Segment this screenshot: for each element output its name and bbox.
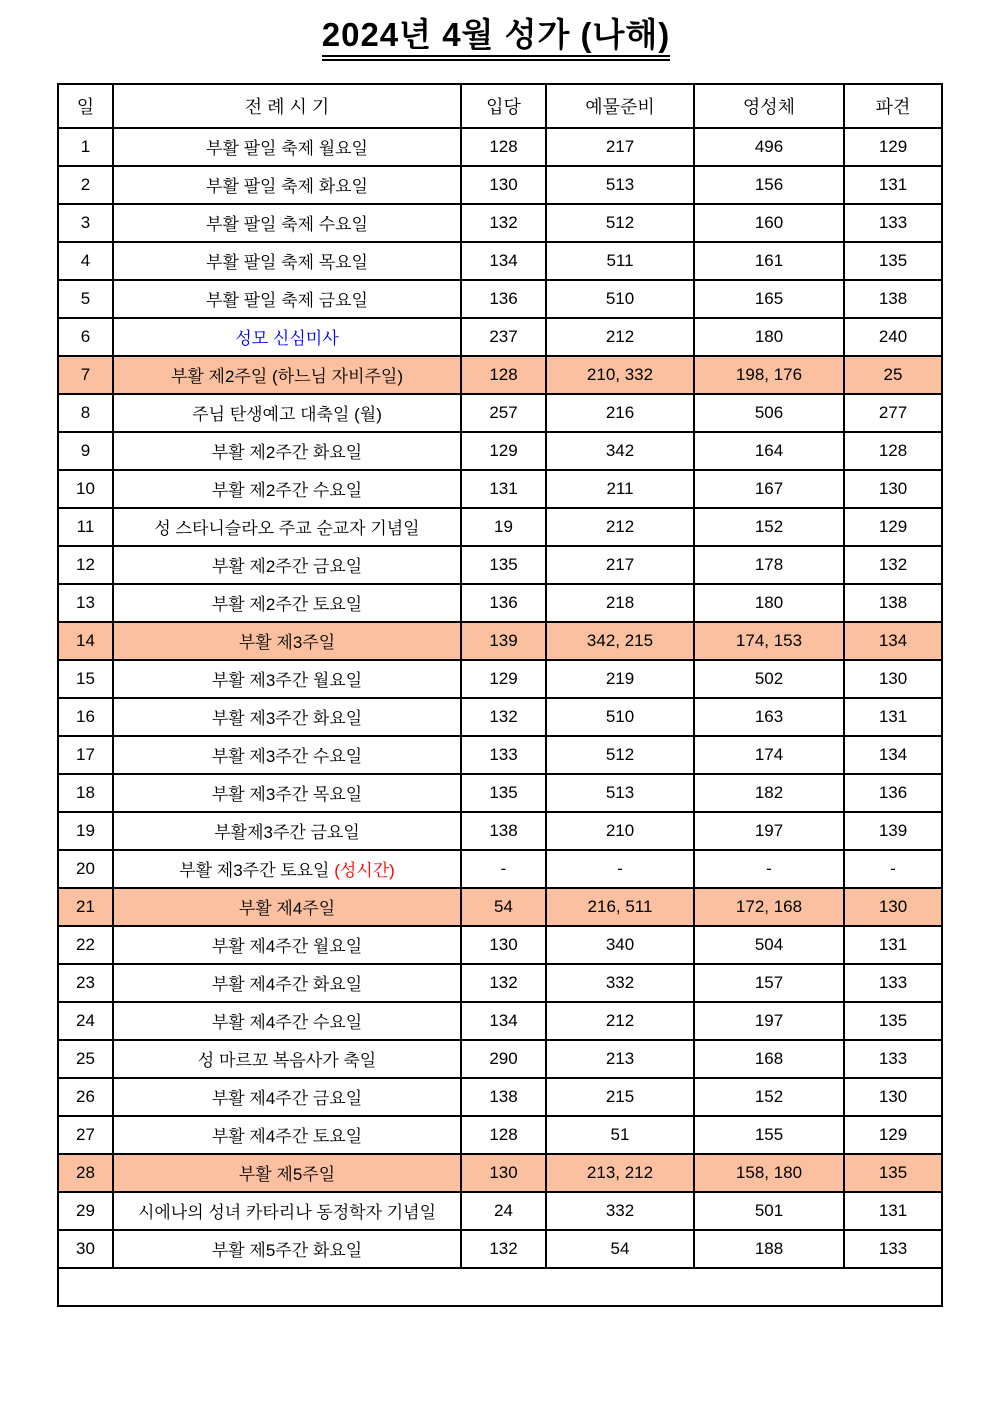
communion-hymn-cell: 180 bbox=[694, 318, 844, 356]
liturgical-season-cell: 부활 팔일 축제 수요일 bbox=[113, 204, 461, 242]
table-row bbox=[58, 1002, 942, 1040]
dismissal-hymn-cell: 129 bbox=[844, 128, 942, 166]
dismissal-hymn-cell: 135 bbox=[844, 242, 942, 280]
liturgical-season-cell: 부활 제2주일 (하느님 자비주일) bbox=[113, 356, 461, 394]
offertory-hymn-cell: 219 bbox=[546, 660, 694, 698]
table-row bbox=[58, 584, 942, 622]
communion-hymn-cell: 165 bbox=[694, 280, 844, 318]
offertory-hymn-cell: 332 bbox=[546, 1192, 694, 1230]
communion-hymn-cell: 158, 180 bbox=[694, 1154, 844, 1192]
entrance-hymn-cell: 134 bbox=[461, 1002, 546, 1040]
communion-hymn-cell: 198, 176 bbox=[694, 356, 844, 394]
offertory-hymn-cell: 212 bbox=[546, 508, 694, 546]
offertory-hymn-cell: 511 bbox=[546, 242, 694, 280]
dismissal-hymn-cell: 138 bbox=[844, 584, 942, 622]
liturgical-season-cell: 부활 제4주간 토요일 bbox=[113, 1116, 461, 1154]
day-cell: 3 bbox=[58, 204, 113, 242]
table-row bbox=[58, 242, 942, 280]
entrance-hymn-cell: 133 bbox=[461, 736, 546, 774]
offertory-hymn-cell: 215 bbox=[546, 1078, 694, 1116]
entrance-hymn-cell: 257 bbox=[461, 394, 546, 432]
communion-hymn-cell: 178 bbox=[694, 546, 844, 584]
liturgical-season-cell: 부활 제2주간 수요일 bbox=[113, 470, 461, 508]
dismissal-hymn-cell: 130 bbox=[844, 888, 942, 926]
liturgical-season-cell: 부활 제3주간 화요일 bbox=[113, 698, 461, 736]
offertory-hymn-cell: 212 bbox=[546, 318, 694, 356]
liturgical-season-cell: 부활제3주간 금요일 bbox=[113, 812, 461, 850]
dismissal-hymn-cell: 136 bbox=[844, 774, 942, 812]
liturgical-season-cell: 부활 팔일 축제 금요일 bbox=[113, 280, 461, 318]
dismissal-hymn-cell: - bbox=[844, 850, 942, 888]
day-cell: 15 bbox=[58, 660, 113, 698]
liturgical-season-cell: 부활 제4주일 bbox=[113, 888, 461, 926]
offertory-hymn-cell: 513 bbox=[546, 774, 694, 812]
table-row bbox=[58, 660, 942, 698]
offertory-hymn-cell: 216 bbox=[546, 394, 694, 432]
entrance-hymn-cell: 136 bbox=[461, 584, 546, 622]
communion-hymn-cell: 167 bbox=[694, 470, 844, 508]
column-header-day: 일 bbox=[58, 84, 113, 128]
table-row bbox=[58, 204, 942, 242]
table-row bbox=[58, 356, 942, 394]
offertory-hymn-cell: 210 bbox=[546, 812, 694, 850]
entrance-hymn-cell: 134 bbox=[461, 242, 546, 280]
dismissal-hymn-cell: 25 bbox=[844, 356, 942, 394]
entrance-hymn-cell: 128 bbox=[461, 128, 546, 166]
entrance-hymn-cell: 131 bbox=[461, 470, 546, 508]
liturgical-season-cell: 주님 탄생예고 대축일 (월) bbox=[113, 394, 461, 432]
communion-hymn-cell: 152 bbox=[694, 508, 844, 546]
table-footer-empty bbox=[58, 1268, 942, 1306]
table-row bbox=[58, 432, 942, 470]
dismissal-hymn-cell: 133 bbox=[844, 204, 942, 242]
day-cell: 4 bbox=[58, 242, 113, 280]
page-title: 2024년 4월 성가 (나해) bbox=[322, 16, 671, 61]
communion-hymn-cell: 506 bbox=[694, 394, 844, 432]
communion-hymn-cell: 172, 168 bbox=[694, 888, 844, 926]
liturgical-season-cell: 성 스타니슬라오 주교 순교자 기념일 bbox=[113, 508, 461, 546]
table-row bbox=[58, 1230, 942, 1268]
communion-hymn-cell: 168 bbox=[694, 1040, 844, 1078]
offertory-hymn-cell: 211 bbox=[546, 470, 694, 508]
offertory-hymn-cell: 51 bbox=[546, 1116, 694, 1154]
offertory-hymn-cell: 217 bbox=[546, 128, 694, 166]
dismissal-hymn-cell: 129 bbox=[844, 508, 942, 546]
liturgical-season-cell: 성모 신심미사 bbox=[113, 318, 461, 356]
day-cell: 19 bbox=[58, 812, 113, 850]
dismissal-hymn-cell: 134 bbox=[844, 622, 942, 660]
entrance-hymn-cell: 132 bbox=[461, 204, 546, 242]
dismissal-hymn-cell: 130 bbox=[844, 470, 942, 508]
dismissal-hymn-cell: 130 bbox=[844, 1078, 942, 1116]
dismissal-hymn-cell: 133 bbox=[844, 1040, 942, 1078]
communion-hymn-cell: 501 bbox=[694, 1192, 844, 1230]
dismissal-hymn-cell: 135 bbox=[844, 1154, 942, 1192]
entrance-hymn-cell: 24 bbox=[461, 1192, 546, 1230]
day-cell: 24 bbox=[58, 1002, 113, 1040]
liturgical-season-cell: 부활 제2주간 금요일 bbox=[113, 546, 461, 584]
entrance-hymn-cell: 128 bbox=[461, 356, 546, 394]
liturgical-season-cell: 부활 제2주간 화요일 bbox=[113, 432, 461, 470]
day-cell: 20 bbox=[58, 850, 113, 888]
day-cell: 16 bbox=[58, 698, 113, 736]
communion-hymn-cell: 160 bbox=[694, 204, 844, 242]
entrance-hymn-cell: 130 bbox=[461, 166, 546, 204]
entrance-hymn-cell: 128 bbox=[461, 1116, 546, 1154]
offertory-hymn-cell: 510 bbox=[546, 698, 694, 736]
table-row bbox=[58, 622, 942, 660]
communion-hymn-cell: - bbox=[694, 850, 844, 888]
liturgical-season-cell: 부활 제3주간 토요일 (성시간) bbox=[113, 850, 461, 888]
entrance-hymn-cell: 129 bbox=[461, 432, 546, 470]
dismissal-hymn-cell: 128 bbox=[844, 432, 942, 470]
day-cell: 11 bbox=[58, 508, 113, 546]
day-cell: 30 bbox=[58, 1230, 113, 1268]
day-cell: 6 bbox=[58, 318, 113, 356]
offertory-hymn-cell: 218 bbox=[546, 584, 694, 622]
day-cell: 9 bbox=[58, 432, 113, 470]
column-header-dismissal: 파견 bbox=[844, 84, 942, 128]
table-row bbox=[58, 318, 942, 356]
table-row bbox=[58, 1154, 942, 1192]
hymn-table bbox=[57, 83, 943, 1307]
dismissal-hymn-cell: 129 bbox=[844, 1116, 942, 1154]
table-row bbox=[58, 774, 942, 812]
day-cell: 12 bbox=[58, 546, 113, 584]
table-row bbox=[58, 1040, 942, 1078]
day-cell: 26 bbox=[58, 1078, 113, 1116]
liturgical-season-cell: 부활 제4주간 월요일 bbox=[113, 926, 461, 964]
communion-hymn-cell: 188 bbox=[694, 1230, 844, 1268]
liturgical-season-cell: 부활 팔일 축제 화요일 bbox=[113, 166, 461, 204]
entrance-hymn-cell: 132 bbox=[461, 1230, 546, 1268]
dismissal-hymn-cell: 131 bbox=[844, 1192, 942, 1230]
communion-hymn-cell: 152 bbox=[694, 1078, 844, 1116]
offertory-hymn-cell: 340 bbox=[546, 926, 694, 964]
liturgical-season-cell: 부활 제5주간 화요일 bbox=[113, 1230, 461, 1268]
table-row bbox=[58, 394, 942, 432]
day-cell: 27 bbox=[58, 1116, 113, 1154]
day-cell: 21 bbox=[58, 888, 113, 926]
table-row bbox=[58, 166, 942, 204]
offertory-hymn-cell: 342 bbox=[546, 432, 694, 470]
column-header-communion: 영성체 bbox=[694, 84, 844, 128]
communion-hymn-cell: 197 bbox=[694, 1002, 844, 1040]
liturgical-season-cell: 부활 제2주간 토요일 bbox=[113, 584, 461, 622]
liturgical-season-cell: 부활 제3주간 월요일 bbox=[113, 660, 461, 698]
liturgical-season-cell: 부활 제3주간 수요일 bbox=[113, 736, 461, 774]
day-cell: 29 bbox=[58, 1192, 113, 1230]
column-header-entrance: 입당 bbox=[461, 84, 546, 128]
liturgical-season-cell: 부활 팔일 축제 월요일 bbox=[113, 128, 461, 166]
table-row bbox=[58, 698, 942, 736]
offertory-hymn-cell: - bbox=[546, 850, 694, 888]
dismissal-hymn-cell: 133 bbox=[844, 964, 942, 1002]
table-row bbox=[58, 812, 942, 850]
column-header-season: 전 례 시 기 bbox=[113, 84, 461, 128]
liturgical-season-cell: 부활 제5주일 bbox=[113, 1154, 461, 1192]
table-row bbox=[58, 964, 942, 1002]
table-row bbox=[58, 1078, 942, 1116]
day-cell: 10 bbox=[58, 470, 113, 508]
table-row bbox=[58, 546, 942, 584]
day-cell: 5 bbox=[58, 280, 113, 318]
entrance-hymn-cell: 129 bbox=[461, 660, 546, 698]
entrance-hymn-cell: 290 bbox=[461, 1040, 546, 1078]
offertory-hymn-cell: 217 bbox=[546, 546, 694, 584]
entrance-hymn-cell: 138 bbox=[461, 1078, 546, 1116]
table-row bbox=[58, 470, 942, 508]
table-row bbox=[58, 1192, 942, 1230]
offertory-hymn-cell: 342, 215 bbox=[546, 622, 694, 660]
liturgical-season-cell: 부활 제4주간 수요일 bbox=[113, 1002, 461, 1040]
communion-hymn-cell: 174 bbox=[694, 736, 844, 774]
communion-hymn-cell: 502 bbox=[694, 660, 844, 698]
dismissal-hymn-cell: 131 bbox=[844, 698, 942, 736]
offertory-hymn-cell: 213 bbox=[546, 1040, 694, 1078]
header-row bbox=[58, 84, 942, 128]
day-cell: 22 bbox=[58, 926, 113, 964]
dismissal-hymn-cell: 133 bbox=[844, 1230, 942, 1268]
entrance-hymn-cell: 132 bbox=[461, 698, 546, 736]
dismissal-hymn-cell: 240 bbox=[844, 318, 942, 356]
table-row bbox=[58, 736, 942, 774]
dismissal-hymn-cell: 130 bbox=[844, 660, 942, 698]
liturgical-season-cell: 부활 제4주간 금요일 bbox=[113, 1078, 461, 1116]
offertory-hymn-cell: 512 bbox=[546, 736, 694, 774]
offertory-hymn-cell: 512 bbox=[546, 204, 694, 242]
communion-hymn-cell: 161 bbox=[694, 242, 844, 280]
day-cell: 13 bbox=[58, 584, 113, 622]
title-area bbox=[0, 0, 992, 61]
communion-hymn-cell: 156 bbox=[694, 166, 844, 204]
offertory-hymn-cell: 216, 511 bbox=[546, 888, 694, 926]
day-cell: 14 bbox=[58, 622, 113, 660]
offertory-hymn-cell: 212 bbox=[546, 1002, 694, 1040]
table-row bbox=[58, 1116, 942, 1154]
dismissal-hymn-cell: 134 bbox=[844, 736, 942, 774]
dismissal-hymn-cell: 132 bbox=[844, 546, 942, 584]
liturgical-season-cell: 시에나의 성녀 카타리나 동정학자 기념일 bbox=[113, 1192, 461, 1230]
table-row bbox=[58, 128, 942, 166]
entrance-hymn-cell: 138 bbox=[461, 812, 546, 850]
offertory-hymn-cell: 513 bbox=[546, 166, 694, 204]
communion-hymn-cell: 174, 153 bbox=[694, 622, 844, 660]
table-row bbox=[58, 850, 942, 888]
entrance-hymn-cell: 237 bbox=[461, 318, 546, 356]
entrance-hymn-cell: 135 bbox=[461, 774, 546, 812]
liturgical-season-cell: 부활 제3주일 bbox=[113, 622, 461, 660]
entrance-hymn-cell: 54 bbox=[461, 888, 546, 926]
day-cell: 23 bbox=[58, 964, 113, 1002]
entrance-hymn-cell: 132 bbox=[461, 964, 546, 1002]
entrance-hymn-cell: 136 bbox=[461, 280, 546, 318]
communion-hymn-cell: 164 bbox=[694, 432, 844, 470]
entrance-hymn-cell: 130 bbox=[461, 1154, 546, 1192]
dismissal-hymn-cell: 131 bbox=[844, 166, 942, 204]
day-cell: 1 bbox=[58, 128, 113, 166]
communion-hymn-cell: 163 bbox=[694, 698, 844, 736]
entrance-hymn-cell: 19 bbox=[461, 508, 546, 546]
entrance-hymn-cell: 135 bbox=[461, 546, 546, 584]
day-cell: 28 bbox=[58, 1154, 113, 1192]
offertory-hymn-cell: 54 bbox=[546, 1230, 694, 1268]
communion-hymn-cell: 496 bbox=[694, 128, 844, 166]
entrance-hymn-cell: - bbox=[461, 850, 546, 888]
offertory-hymn-cell: 510 bbox=[546, 280, 694, 318]
offertory-hymn-cell: 213, 212 bbox=[546, 1154, 694, 1192]
table-body bbox=[58, 128, 942, 1268]
table-row bbox=[58, 926, 942, 964]
communion-hymn-cell: 155 bbox=[694, 1116, 844, 1154]
communion-hymn-cell: 197 bbox=[694, 812, 844, 850]
liturgical-season-cell: 부활 팔일 축제 목요일 bbox=[113, 242, 461, 280]
communion-hymn-cell: 157 bbox=[694, 964, 844, 1002]
table-header bbox=[58, 84, 942, 128]
liturgical-season-cell: 성 마르꼬 복음사가 축일 bbox=[113, 1040, 461, 1078]
table-row bbox=[58, 508, 942, 546]
entrance-hymn-cell: 139 bbox=[461, 622, 546, 660]
communion-hymn-cell: 180 bbox=[694, 584, 844, 622]
day-cell: 25 bbox=[58, 1040, 113, 1078]
empty-cell bbox=[58, 1268, 942, 1306]
communion-hymn-cell: 504 bbox=[694, 926, 844, 964]
liturgical-season-cell: 부활 제4주간 화요일 bbox=[113, 964, 461, 1002]
dismissal-hymn-cell: 135 bbox=[844, 1002, 942, 1040]
dismissal-hymn-cell: 131 bbox=[844, 926, 942, 964]
dismissal-hymn-cell: 139 bbox=[844, 812, 942, 850]
dismissal-hymn-cell: 138 bbox=[844, 280, 942, 318]
day-cell: 2 bbox=[58, 166, 113, 204]
offertory-hymn-cell: 332 bbox=[546, 964, 694, 1002]
table-row bbox=[58, 888, 942, 926]
dismissal-hymn-cell: 277 bbox=[844, 394, 942, 432]
day-cell: 8 bbox=[58, 394, 113, 432]
day-cell: 17 bbox=[58, 736, 113, 774]
entrance-hymn-cell: 130 bbox=[461, 926, 546, 964]
table-row bbox=[58, 280, 942, 318]
day-cell: 18 bbox=[58, 774, 113, 812]
communion-hymn-cell: 182 bbox=[694, 774, 844, 812]
empty-row bbox=[58, 1268, 942, 1306]
column-header-offertory: 예물준비 bbox=[546, 84, 694, 128]
day-cell: 7 bbox=[58, 356, 113, 394]
offertory-hymn-cell: 210, 332 bbox=[546, 356, 694, 394]
liturgical-season-cell: 부활 제3주간 목요일 bbox=[113, 774, 461, 812]
